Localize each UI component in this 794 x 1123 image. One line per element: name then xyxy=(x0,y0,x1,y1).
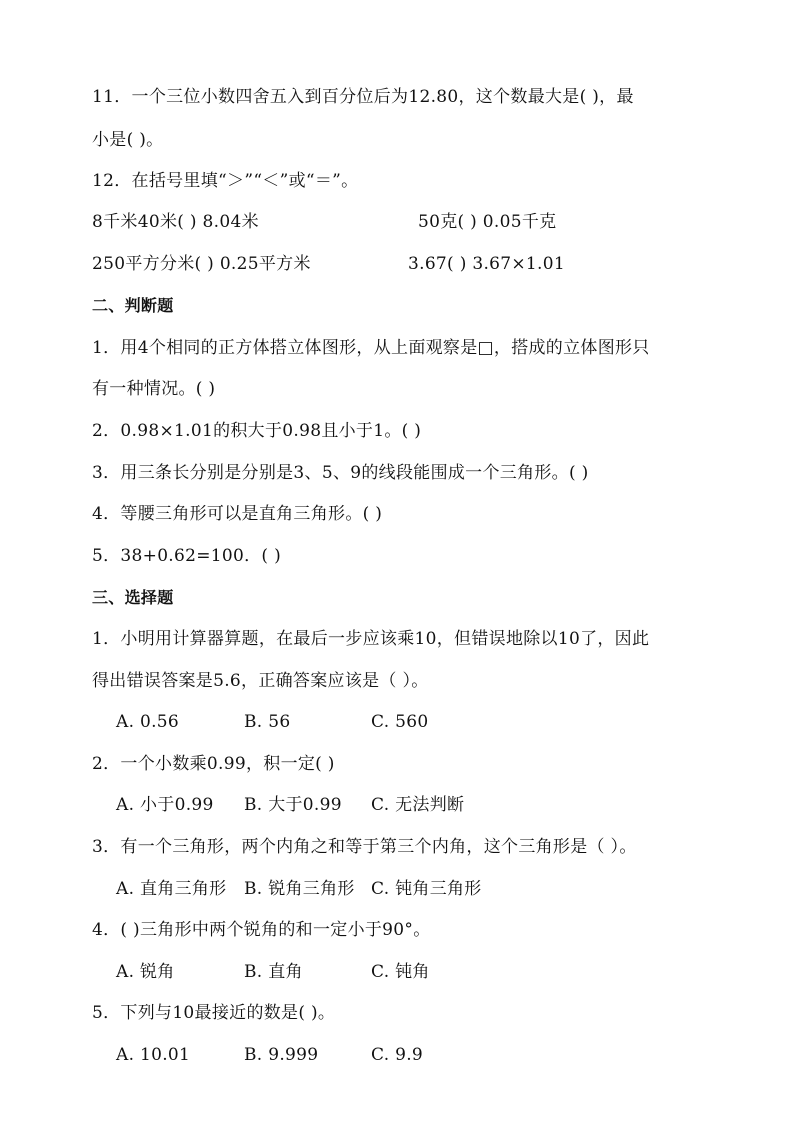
judge-q3: 3．用三条长分别是分别是3、5、9的线段能围成一个三角形。( ) xyxy=(92,463,589,483)
choice-q3-option-c: C. 钝角三角形 xyxy=(371,879,482,899)
judge-q5: 5．38+0.62=100．( ) xyxy=(92,546,282,566)
judge-q1-line2: 有一种情况。( ) xyxy=(92,379,216,399)
judge-q4: 4．等腰三角形可以是直角三角形。( ) xyxy=(92,504,383,524)
choice-q5-option-c: C. 9.9 xyxy=(371,1045,424,1065)
section-judge-heading: 二、判断题 xyxy=(92,296,174,315)
choice-q4: 4．( )三角形中两个锐角的和一定小于90°。 xyxy=(92,920,431,940)
choice-q2-option-b: B. 大于0.99 xyxy=(244,795,342,815)
choice-q2-option-c: C. 无法判断 xyxy=(371,795,465,815)
choice-q5-option-a: A. 10.01 xyxy=(116,1045,191,1065)
q12-row2-right: 3.67( ) 3.67×1.01 xyxy=(408,254,565,274)
q11-line2: 小是( )。 xyxy=(92,130,164,150)
choice-q5-option-b: B. 9.999 xyxy=(244,1045,319,1065)
judge-q1-line1: 1．用4个相同的正方体搭立体图形，从上面观察是□，搭成的立体图形只 xyxy=(92,338,650,358)
judge-q2: 2．0.98×1.01的积大于0.98且小于1。( ) xyxy=(92,421,422,441)
choice-q1-line1: 1．小明用计算器算题，在最后一步应该乘10，但错误地除以10了，因此 xyxy=(92,629,650,649)
choice-q3-option-b: B. 锐角三角形 xyxy=(244,879,355,899)
choice-q2: 2．一个小数乘0.99，积一定( ) xyxy=(92,754,335,774)
q11-line1: 11．一个三位小数四舍五入到百分位后为12.80，这个数最大是( )，最 xyxy=(92,87,634,107)
choice-q1-option-b: B. 56 xyxy=(244,712,291,732)
choice-q1-option-a: A. 0.56 xyxy=(116,712,180,732)
choice-q1-option-c: C. 560 xyxy=(371,712,429,732)
q12-row1-left: 8千米40米( ) 8.04米 xyxy=(92,212,259,232)
choice-q2-option-a: A. 小于0.99 xyxy=(116,795,214,815)
q12-row1-right: 50克( ) 0.05千克 xyxy=(418,212,557,232)
choice-q3: 3．有一个三角形，两个内角之和等于第三个内角，这个三角形是（ ）。 xyxy=(92,837,637,857)
choice-q4-option-b: B. 直角 xyxy=(244,962,303,982)
choice-q4-option-c: C. 钝角 xyxy=(371,962,430,982)
q12-row2-left: 250平方分米( ) 0.25平方米 xyxy=(92,254,311,274)
section-choice-heading: 三、选择题 xyxy=(92,588,174,607)
choice-q5: 5．下列与10最接近的数是( )。 xyxy=(92,1003,336,1023)
choice-q3-option-a: A. 直角三角形 xyxy=(116,879,227,899)
q12-prompt: 12．在括号里填“＞”“＜”或“＝”。 xyxy=(92,171,359,191)
choice-q4-option-a: A. 锐角 xyxy=(116,962,175,982)
choice-q1-line2: 得出错误答案是5.6，正确答案应该是（ ）。 xyxy=(92,671,429,691)
